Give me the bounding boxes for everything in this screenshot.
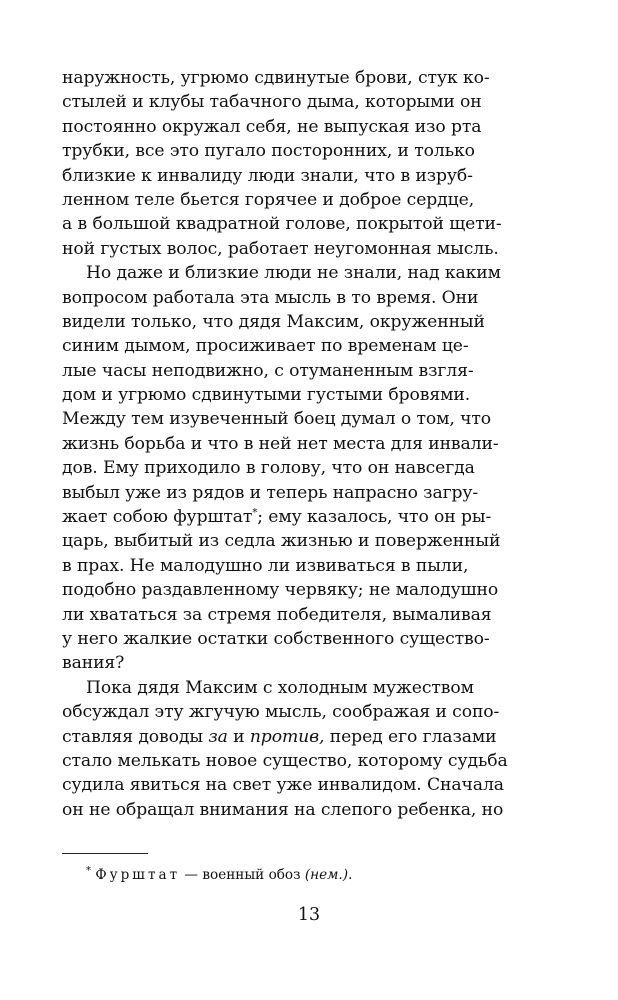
text-line: он не обращал внимания на слепого ребенка, но [62,799,504,820]
text-line: в прах. Не малодушно ли извиваться в пыли, [62,555,469,576]
text-line: дов. Ему приходило в голову, что он навсегда [62,458,475,479]
text-segment: и [227,726,250,747]
text-line: Между тем изувеченный боец думал о том, что [62,409,492,430]
text-line: судила явиться на свет уже инвалидом. Сначала [62,775,504,796]
footnote-end: . [348,867,353,883]
text-line: трубки, все это пугало посторонних, и только [62,141,475,162]
text-line: Пока дядя Максим с холодным мужеством [86,677,474,698]
text-line: вания? [62,653,125,674]
text-line: а в большой квадратной голове, покрытой щети- [62,214,502,235]
text-line: подобно раздавленному червяку; не малодушно [62,580,499,601]
text-line: царь, выбитый из седла жизнью и поверженный [62,531,501,552]
text-line: вопросом работала эта мысль в то время. Они [62,287,479,308]
text-line: жизнь борьба и что в ней нет места для инвали- [62,433,499,454]
italic-word: за [208,726,228,747]
text-line: стылей и клубы табачного дыма, которыми он [62,92,482,113]
footnote-dash: — [180,867,203,883]
text-segment: жает собою фурштат [62,507,253,528]
text-line: синим дымом, просиживает по временам це- [62,336,469,357]
text-line: ной густых волос, работает неугомонная мысль. [62,238,499,259]
footnote-reference-mark: * [252,507,258,519]
text-line: наружность, угрюмо сдвинутые брови, стук ко- [62,68,490,88]
text-line: Но даже и близкие люди не знали, над каким [86,263,501,284]
text-line: ленном теле бьется горячее и доброе сердце, [62,189,475,210]
text-line: выбыл уже из рядов и теперь напрасно загру- [62,482,479,503]
text-line: близкие к инвалиду люди знали, что в изруб- [62,165,473,186]
text-segment: ставляя доводы [62,726,209,747]
text-line: видели только, что дядя Максим, окруженный [62,311,485,332]
main-text [62,66,532,822]
text-line-with-footnote-mark [62,505,532,529]
footnote [86,866,352,884]
italic-word: против, [249,726,325,747]
footnote-divider [62,853,148,854]
text-line: дом и угрюмо сдвинутыми густыми бровями. [62,385,471,406]
text-segment: ; ему казалось, что он ры- [257,507,492,528]
footnote-definition: военный обоз [202,867,305,883]
text-line: стало мелькать новое существо, которому судьба [62,750,508,771]
text-line-with-italics [62,725,532,749]
footnote-term: Фурштат [95,867,181,883]
text-line: лые часы неподвижно, с отуманенным взгля- [62,360,474,381]
text-segment: перед его глазами [324,726,497,747]
text-line: обсуждал эту жгучую мысль, соображая и сопо- [62,702,500,723]
page-number: 13 [297,905,321,925]
text-line: ли хвататься за стремя победителя, вымаливая [62,604,492,625]
text-line: у него жалкие остатки собственного существо- [62,628,490,649]
footnote-language-note: (нем.) [304,867,349,883]
footnote-mark: * [86,865,91,877]
text-line: постоянно окружал себя, не выпуская изо рта [62,116,482,137]
